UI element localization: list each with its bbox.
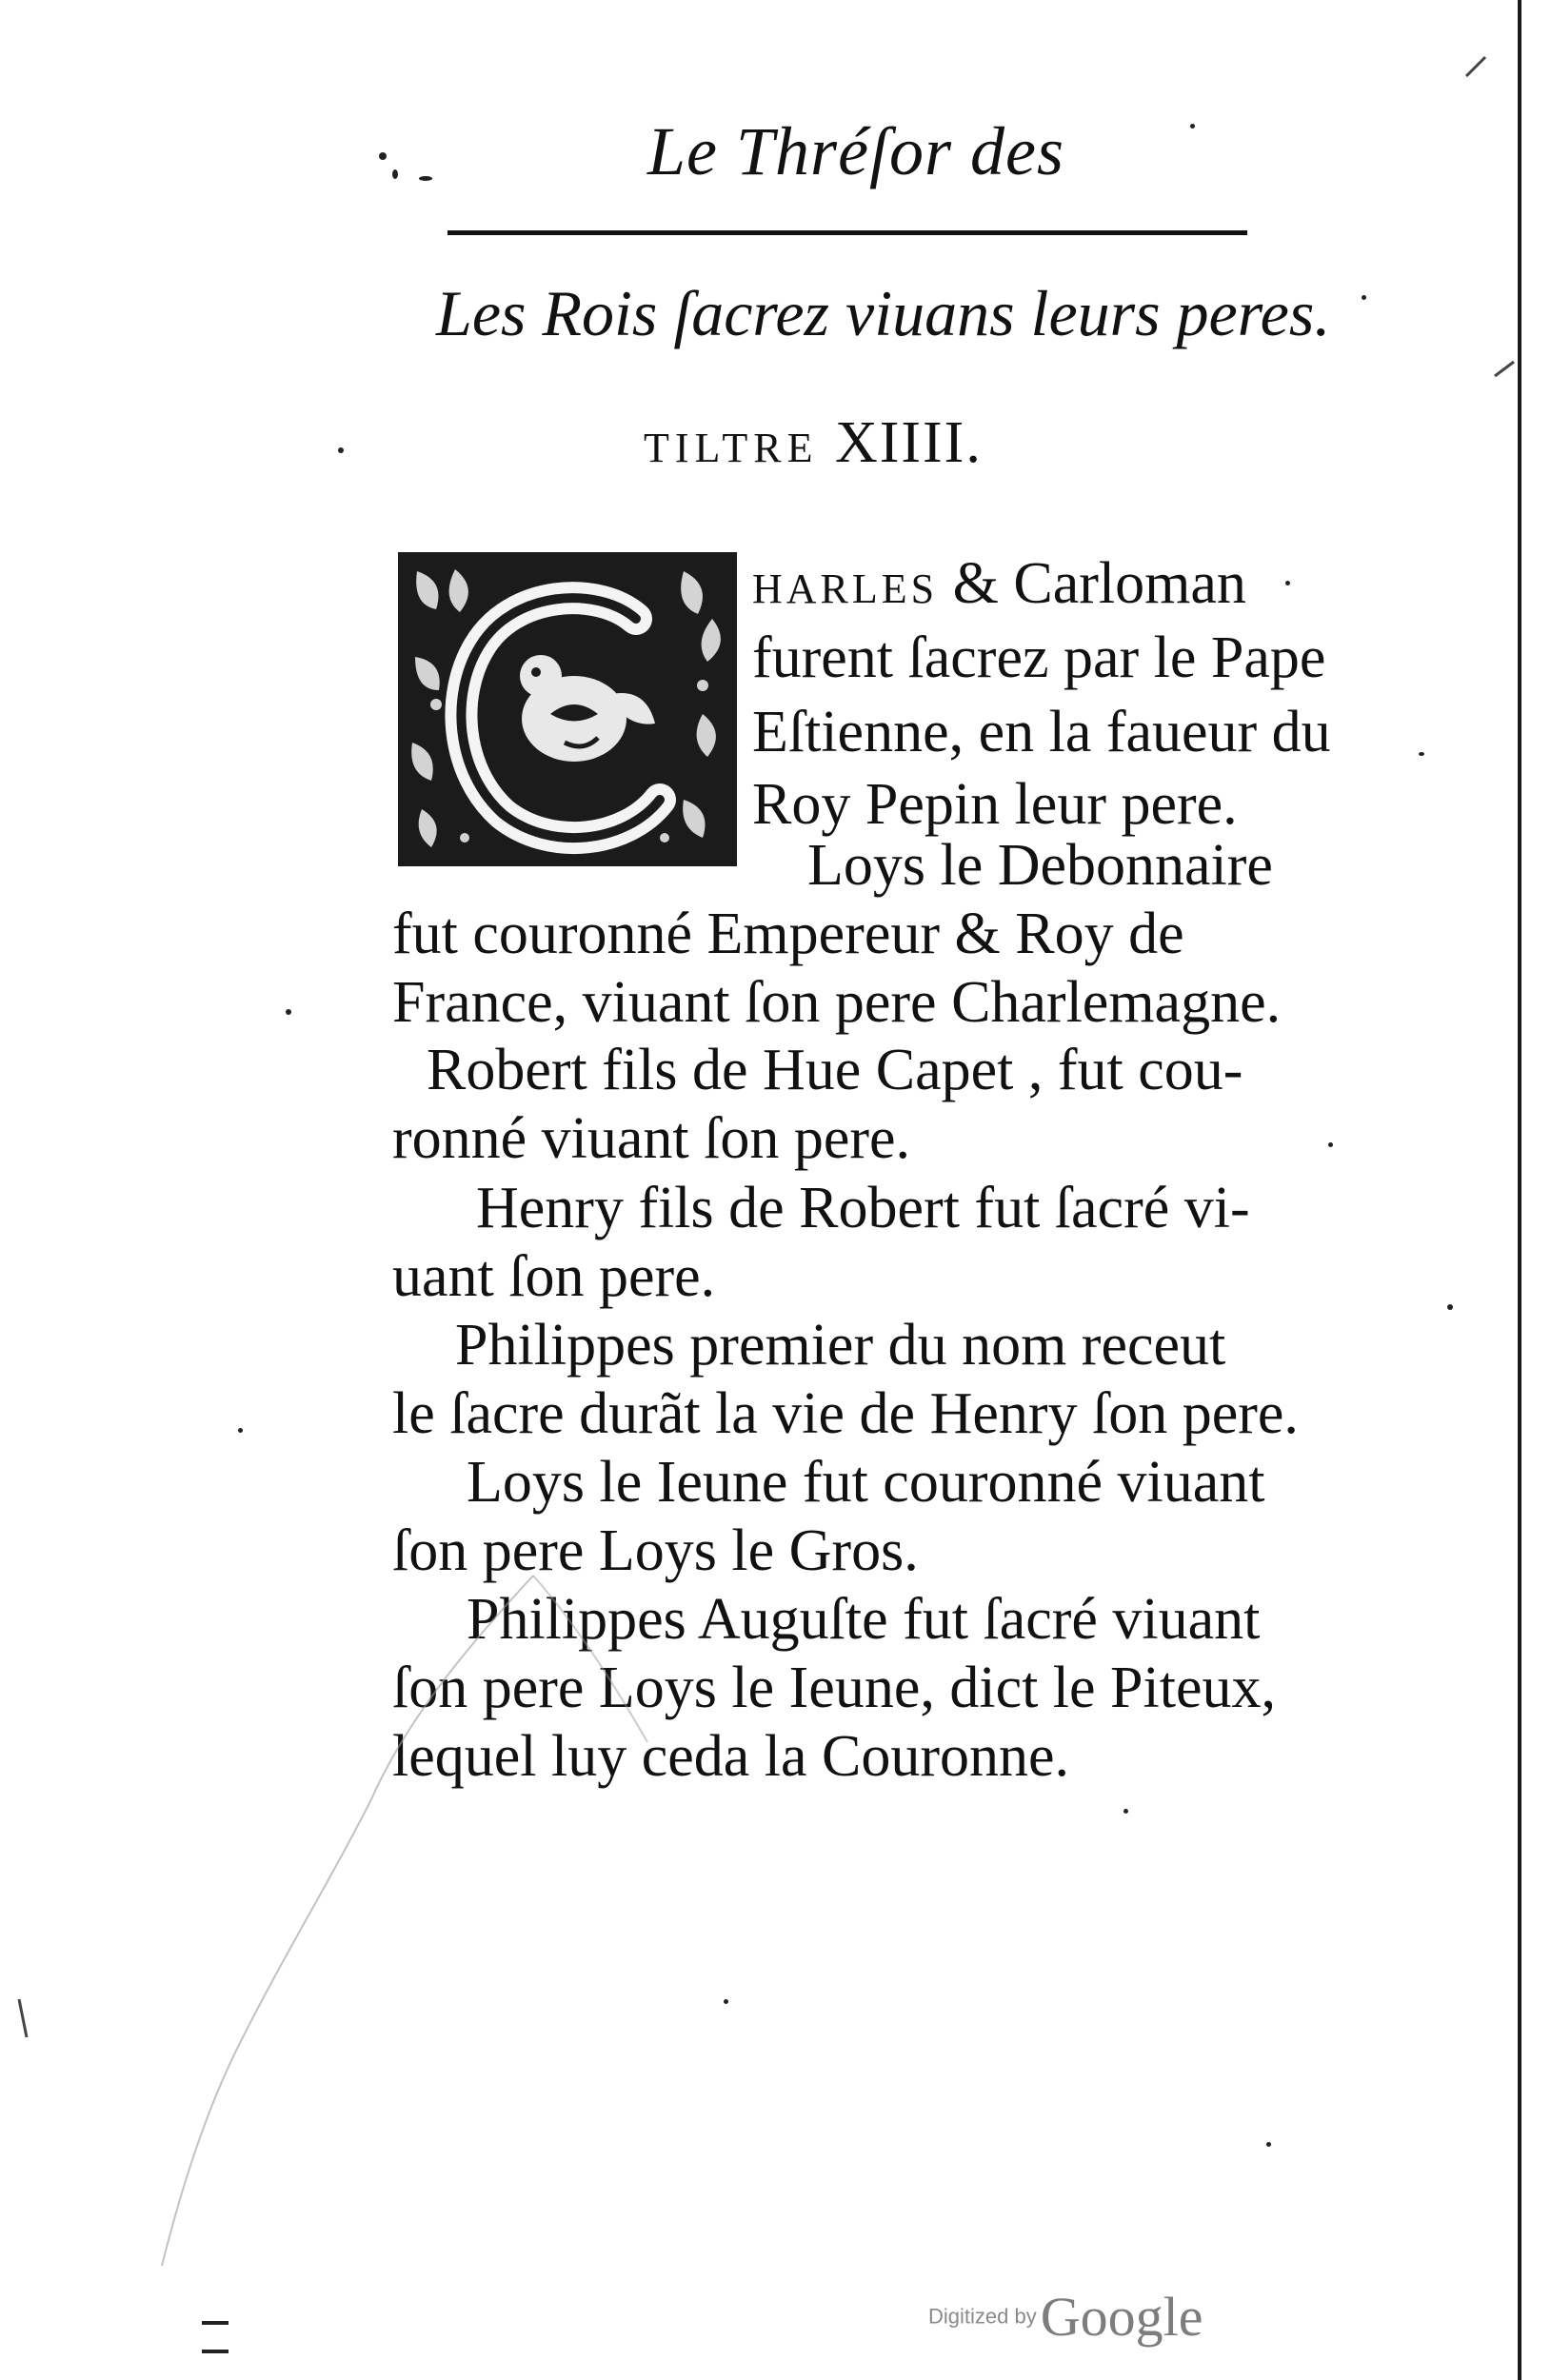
text-line-11: uant ſon pere. xyxy=(392,1244,716,1309)
text-line-4: Roy Pepin leur pere. xyxy=(752,772,1238,837)
text-line-10: Henry fils de Robert fut ſacré vi- xyxy=(476,1176,1250,1240)
text-line-15: ſon pere Loys le Gros. xyxy=(392,1518,919,1583)
text-line-8: Robert fils de Hue Capet , fut cou- xyxy=(427,1038,1243,1102)
text-line-14: Loys le Ieune fut couronné viuant xyxy=(467,1450,1265,1515)
text-line-6: fut couronné Empereur & Roy de xyxy=(392,902,1184,966)
title-number: XIIII. xyxy=(834,410,983,475)
speck xyxy=(1190,124,1195,129)
section-title: Les Rois ſacrez viuans leurs peres. xyxy=(436,277,1331,349)
text-line-18: lequel luy ceda la Couronne. xyxy=(392,1724,1070,1789)
text-line-9: ronné viuant ſon pere. xyxy=(392,1106,911,1171)
speck xyxy=(392,169,398,179)
speck xyxy=(286,1009,291,1015)
speck xyxy=(338,447,344,453)
text-line-17: ſon pere Loys le Ieune, dict le Piteux, xyxy=(392,1656,1277,1720)
watermark-prefix: Digitized by xyxy=(928,2304,1037,2329)
title-label: TILTRE xyxy=(644,425,819,471)
digitized-by-google-watermark xyxy=(928,2285,1203,2349)
speck xyxy=(724,1999,728,2004)
text-line-3: Eſtienne, en la faueur du xyxy=(752,700,1331,764)
text-line-2: furent ſacrez par le Pape xyxy=(752,625,1326,690)
speck xyxy=(1328,1142,1333,1147)
line-1-rest: & Carloman xyxy=(952,551,1246,616)
text-line-12: Philippes premier du nom receut xyxy=(455,1313,1226,1378)
text-line-16: Philippes Auguſte fut ſacré viuant xyxy=(467,1587,1261,1652)
speck xyxy=(1362,295,1366,300)
speck xyxy=(1266,2142,1271,2147)
text-line-7: France, viuant ſon pere Charlemagne. xyxy=(392,970,1282,1035)
speck xyxy=(1123,1809,1128,1814)
opening-smallcaps: HARLES xyxy=(752,565,939,612)
text-line-13: le ſacre durãt la vie de Henry ſon pere. xyxy=(392,1381,1299,1446)
speck xyxy=(238,1428,243,1433)
text-line-5: Loys le Debonnaire xyxy=(807,833,1273,898)
speck xyxy=(379,152,387,160)
speck xyxy=(1285,581,1290,585)
speck xyxy=(1447,1304,1453,1310)
speck xyxy=(419,176,432,181)
speck xyxy=(1419,752,1424,756)
running-head: Le Thréſor des xyxy=(647,113,1065,189)
watermark-brand: Google xyxy=(1040,2286,1203,2348)
